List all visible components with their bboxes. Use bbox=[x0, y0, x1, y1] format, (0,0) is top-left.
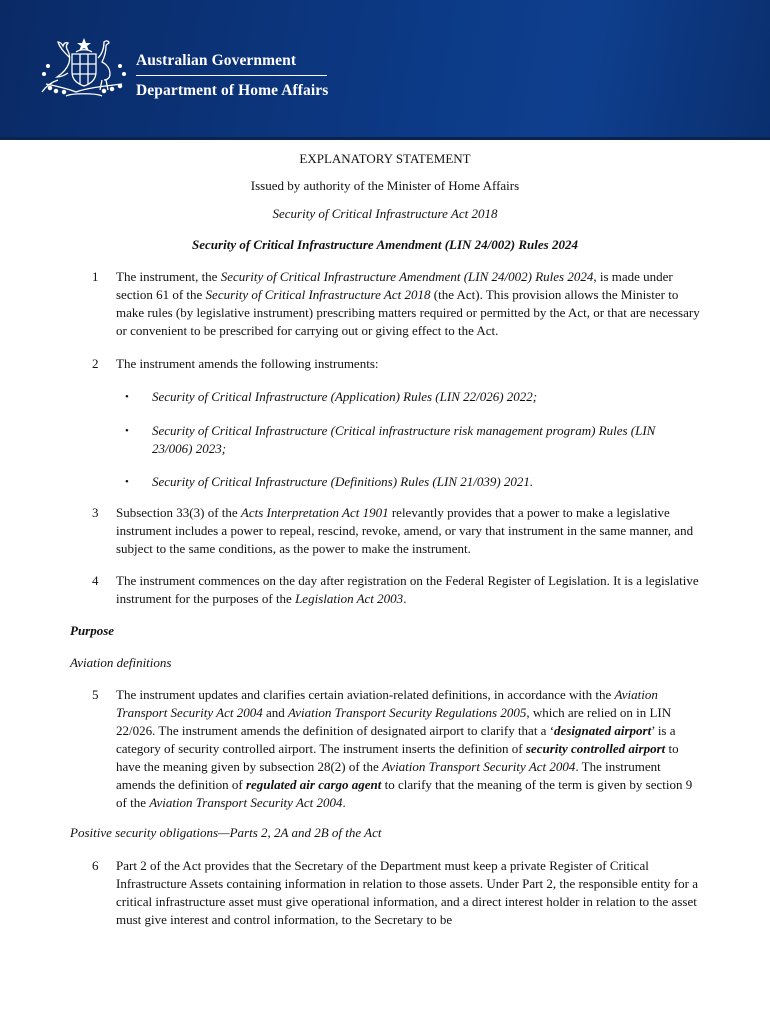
list-item-text: Security of Critical Infrastructure (Application) Rules (LIN 22/026) 2022; bbox=[152, 389, 538, 404]
statement-title: EXPLANATORY STATEMENT bbox=[299, 151, 471, 166]
paragraph-number: 1 bbox=[92, 269, 99, 284]
paragraph-text: The instrument, the Security of Critical Infrastructure Amendment (LIN 24/002) Rules 2024, is made under section 61 of the Security of Critical Infrastructure Act 2018 (the Act). This provision allows the Minister to make rules (by legislative instrument) prescribing matters required or permitted by the Act, or that are necessary or convenient to be prescribed for carrying out or giving effect to the Act. bbox=[116, 269, 700, 338]
paragraph-text: The instrument updates and clarifies certain aviation-related definitions, in accordance with the Aviation Transport Security Act 2004 and Aviation Transport Security Regulations 2005, which are relied on in LIN 22/026. The instrument amends the definition of designated airport to clarify that a ‘designated airport’ is a category of security controlled airport. The instrument inserts the definition of security controlled airport to have the meaning given by subsection 28(2) of the Aviation Transport Security Act 2004. The instrument amends the definition of regulated air cargo agent to clarify that the meaning of the term is given by section 9 of the Aviation Transport Security Act 2004. bbox=[116, 687, 693, 810]
paragraph-number: 4 bbox=[92, 573, 99, 588]
header-divider bbox=[136, 75, 327, 76]
header-banner bbox=[0, 0, 770, 140]
paragraph-number: 6 bbox=[92, 858, 99, 873]
aviation-definitions-heading: Aviation definitions bbox=[70, 655, 172, 670]
bullet-icon: • bbox=[125, 425, 129, 437]
government-label: Australian Government bbox=[136, 52, 297, 69]
positive-security-heading: Positive security obligations—Parts 2, 2A and 2B of the Act bbox=[70, 825, 382, 840]
issued-by-line: Issued by authority of the Minister of Home Affairs bbox=[250, 178, 520, 193]
coat-of-arms-icon bbox=[36, 34, 132, 100]
paragraph-text: The instrument amends the following instruments: bbox=[116, 356, 379, 371]
list-item-text: Security of Critical Infrastructure (Critical infrastructure risk management program) Rules (LIN 23/006) 2023; bbox=[152, 423, 656, 456]
list-item-text: Security of Critical Infrastructure (Definitions) Rules (LIN 21/039) 2021. bbox=[152, 474, 534, 489]
paragraph-text: The instrument commences on the day after registration on the Federal Register of Legislation. It is a legislative instrument for the purposes of the Legislation Act 2003. bbox=[116, 573, 699, 606]
paragraph-text: Part 2 of the Act provides that the Secretary of the Department must keep a private Register of Critical Infrastructure Assets containing information in relation to those assets. Under Part 2, the responsible entity for a critical infrastructure asset must give operational information, and a direct interest holder in relation to the asset must give interest and control information, to the Secretary to be bbox=[116, 858, 698, 927]
act-title: Security of Critical Infrastructure Act 2018 bbox=[272, 206, 498, 221]
organisation-name bbox=[136, 52, 328, 100]
paragraph-number: 2 bbox=[92, 356, 99, 371]
paragraph-number: 5 bbox=[92, 687, 99, 702]
department-label: Department of Home Affairs bbox=[136, 82, 329, 99]
paragraph-text: Subsection 33(3) of the Acts Interpretation Act 1901 relevantly provides that a power to make a legislative instrument includes a power to repeal, rescind, revoke, amend, or vary that instrument in the same manner, and subject to the same conditions, as the power to make the instrument. bbox=[116, 505, 694, 556]
purpose-heading: Purpose bbox=[70, 623, 115, 638]
bullet-icon: • bbox=[125, 391, 129, 403]
bullet-icon: • bbox=[125, 476, 129, 488]
instrument-title: Security of Critical Infrastructure Amendment (LIN 24/002) Rules 2024 bbox=[192, 237, 578, 252]
paragraph-number: 3 bbox=[92, 505, 99, 520]
